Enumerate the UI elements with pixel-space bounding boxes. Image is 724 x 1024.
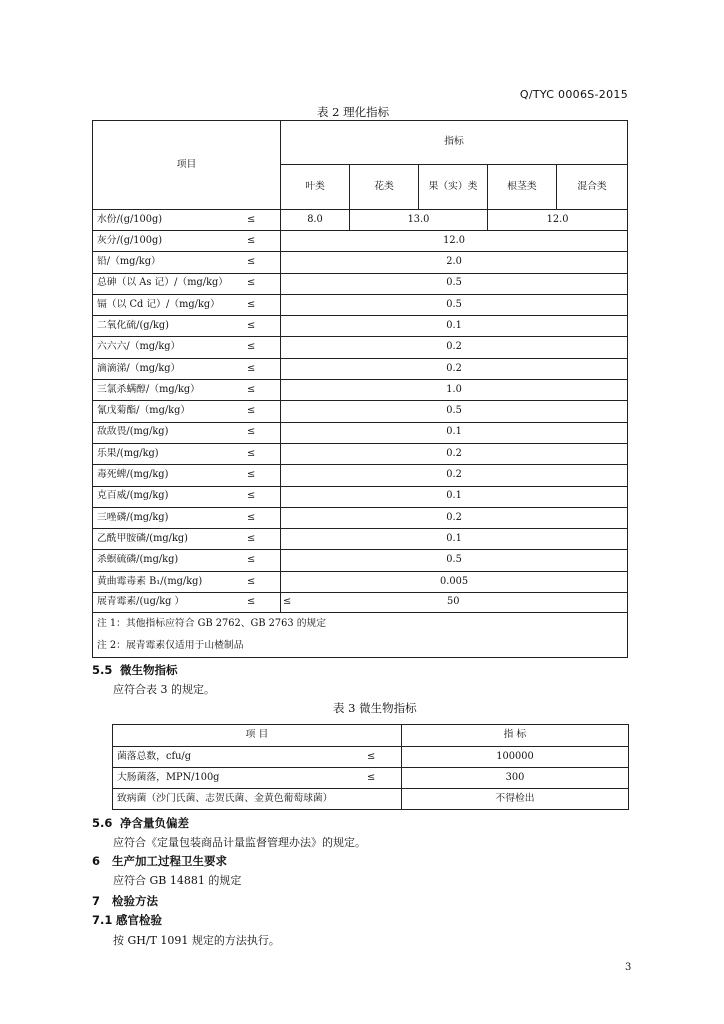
row-value: 0.2 [281,358,628,379]
table-row [93,380,628,401]
row-value: 0.2 [281,443,628,464]
row-value: 不得检出 [402,789,629,810]
le-symbol: ≤ [247,596,256,608]
le-symbol: ≤ [247,213,256,225]
header-item: 项目 [93,121,281,210]
row-value: 0.5 [281,273,628,294]
table-notes [93,613,628,658]
physicochemical-table [92,120,628,658]
row-name: 黄曲霉毒素 B₁/(mg/kg) ≤ [93,571,281,592]
row-name: 灰分/(g/100g) ≤ [93,231,281,252]
table-row [93,486,628,507]
row-name: 大肠菌落，MPN/100g [117,771,220,783]
table-row [93,593,628,613]
le-symbol: ≤ [247,362,256,374]
le-symbol: ≤ [247,490,256,502]
table2-caption: 表 2 理化指标 [317,105,390,119]
le-symbol: ≤ [247,447,256,459]
row-name: 克百威/(mg/kg) ≤ [93,486,281,507]
row-name: 滴滴涕/（mg/kg） ≤ [93,358,281,379]
t3-header-item: 项 目 [113,725,402,747]
le-symbol: ≤ [247,405,256,417]
row-value: 1.0 [281,380,628,401]
row-name: 敌敌畏/(mg/kg) ≤ [93,422,281,443]
le-symbol: ≤ [247,532,256,544]
table-row [93,529,628,550]
table-row [93,294,628,315]
le-symbol: ≤ [247,277,256,289]
row-name: 铅/（mg/kg） ≤ [93,252,281,273]
table-row [93,550,628,571]
category-leaf: 叶类 [281,165,350,210]
le-symbol: ≤ [367,771,376,783]
table-row [113,768,629,789]
row-name: 三唑磷/(mg/kg) ≤ [93,507,281,528]
table-row [93,210,628,231]
row-value: 0.5 [281,550,628,571]
document-code: Q/TYC 0006S-2015 [519,88,628,101]
page-number: 3 [625,962,632,973]
row-value: 2.0 [281,252,628,273]
le-symbol: ≤ [247,256,256,268]
row-name: 致病菌（沙门氏菌、志贺氏菌、金黄色葡萄球菌） [117,792,333,804]
row-name: 镉（以 Cd 记）/（mg/kg） ≤ [93,294,281,315]
table-row [93,231,628,252]
water-leaf-value: 8.0 [281,210,350,231]
row-value: 0.5 [281,294,628,315]
row-value: 0.1 [281,316,628,337]
table-row [93,273,628,294]
table-row [113,789,629,810]
section-7-1-heading: 7.1 感官检验 [92,913,162,927]
row-value: 0.2 [281,465,628,486]
le-symbol: ≤ [367,750,376,762]
section-6-text: 应符合 GB 14881 的规定 [113,874,242,887]
patulin-value-cell [281,593,628,613]
le-symbol: ≤ [247,469,256,481]
table-row [93,252,628,273]
category-root: 根茎类 [488,165,557,210]
le-symbol: ≤ [247,341,256,353]
row-value: 300 [402,768,629,789]
row-name: 总砷（以 As 记）/（mg/kg） ≤ [93,273,281,294]
note-2: 注 2：展青霉素仅适用于山楂制品 [97,640,244,652]
table-row [93,422,628,443]
row-value: 0.2 [281,337,628,358]
row-name: 乐果/(mg/kg) ≤ [93,443,281,464]
table-row [93,465,628,486]
le-symbol: ≤ [247,426,256,438]
section-5-6-text: 应符合《定量包装商品计量监督管理办法》的规定。 [113,836,366,849]
row-name: 六六六/（mg/kg） ≤ [93,337,281,358]
row-name: 三氯杀螨醇/（mg/kg） ≤ [93,380,281,401]
water-flower-fruit-value: 13.0 [350,210,488,231]
row-value: 0.005 [281,571,628,592]
table-row [93,358,628,379]
microbial-table [112,724,629,810]
le-symbol: ≤ [283,596,292,608]
table3-caption: 表 3 微生物指标 [333,701,417,715]
row-value: 0.1 [281,422,628,443]
table-row [93,337,628,358]
water-root-mixed-value: 12.0 [488,210,628,231]
section-5-5-text: 应符合表 3 的规定。 [113,683,215,696]
le-symbol: ≤ [247,511,256,523]
table-row [93,316,628,337]
table-row [113,747,629,768]
row-value: 100000 [402,747,629,768]
row-name: 展青霉素/(ug/kg ） ≤ [93,593,281,613]
category-fruit: 果（实）类 [419,165,488,210]
row-value: 12.0 [281,231,628,252]
table-row [93,507,628,528]
le-symbol: ≤ [247,319,256,331]
category-flower: 花类 [350,165,419,210]
row-value: 0.1 [281,529,628,550]
category-mixed: 混合类 [557,165,628,210]
row-value: 0.5 [281,401,628,422]
row-name: 毒死蜱/(mg/kg) ≤ [93,465,281,486]
row-value: 0.1 [281,486,628,507]
t3-header-index: 指 标 [402,725,629,747]
section-5-5-heading: 5.5 微生物指标 [92,663,178,677]
section-6-heading: 6 生产加工过程卫生要求 [92,854,227,868]
header-index: 指标 [281,121,628,165]
le-symbol: ≤ [247,383,256,395]
le-symbol: ≤ [247,234,256,246]
table-row [93,571,628,592]
section-7-heading: 7 检验方法 [92,894,158,908]
table-row [93,443,628,464]
le-symbol: ≤ [247,554,256,566]
le-symbol: ≤ [247,298,256,310]
row-name: 杀螟硫磷/(mg/kg) ≤ [93,550,281,571]
section-7-1-text: 按 GH/T 1091 规定的方法执行。 [113,934,280,947]
note-1: 注 1：其他指标应符合 GB 2762、GB 2763 的规定 [97,618,327,630]
row-name: 菌落总数，cfu/g [117,750,191,762]
row-value: 0.2 [281,507,628,528]
row-name: 乙酰甲胺磷/(mg/kg) ≤ [93,529,281,550]
row-name: 水份/(g/100g) ≤ [93,210,281,231]
row-name: 氰戊菊酯/（mg/kg） ≤ [93,401,281,422]
table-row [93,401,628,422]
le-symbol: ≤ [247,575,256,587]
row-name: 二氧化硫/(g/kg) ≤ [93,316,281,337]
patulin-value: 50 [447,596,460,608]
section-5-6-heading: 5.6 净含量负偏差 [92,816,189,830]
